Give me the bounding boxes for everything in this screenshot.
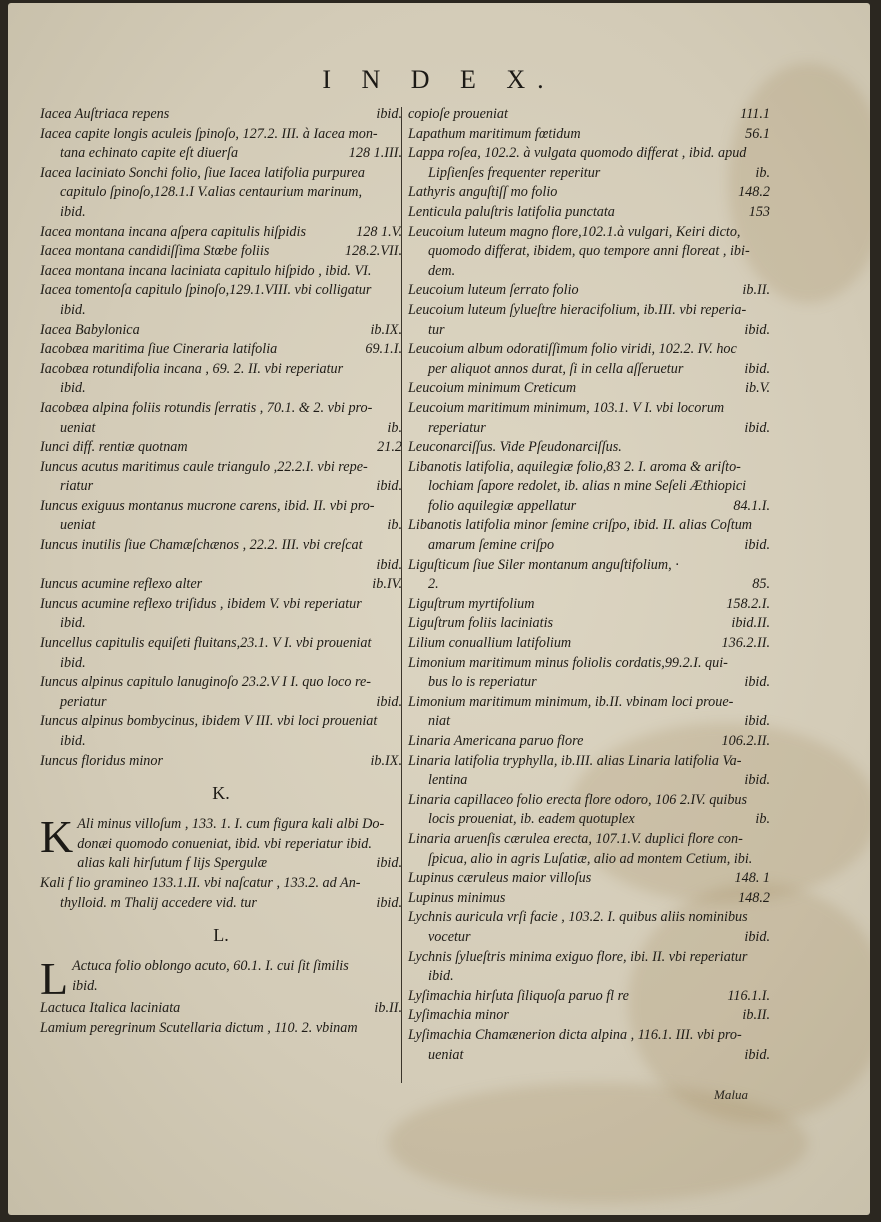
entry-text: Libanotis latifolia minor ſemine criſpo, ibid. II. alias Coſtum — [408, 517, 753, 534]
entry-text: Iunci diff. rentiæ quotnam — [40, 439, 188, 456]
page-reference: ibid. — [376, 693, 402, 710]
entry-line — [40, 379, 402, 399]
index-entry — [408, 203, 770, 223]
entry-text: lentina — [428, 772, 468, 789]
page-reference: 153 — [748, 203, 770, 220]
entry-text: Linaria capillaceo folio erecta flore odoro, 106 2.IV. quibus — [408, 791, 748, 808]
entry-line — [408, 144, 770, 164]
entry-line — [408, 497, 770, 517]
drop-capital: K — [40, 811, 74, 863]
page-reference: ibid. — [376, 106, 402, 122]
entry-text: Iacea Auſtriaca repens — [40, 106, 170, 122]
book-page — [8, 3, 870, 1215]
entry-text: Lapathum maritimum fœtidum — [408, 125, 581, 142]
entry-line — [408, 458, 770, 478]
index-entry — [408, 399, 770, 438]
index-entry — [40, 438, 402, 458]
entry-line — [40, 321, 402, 341]
index-entry — [40, 223, 402, 243]
entry-line — [408, 419, 770, 439]
entry-line — [40, 144, 402, 164]
index-entry — [408, 438, 770, 458]
entry-line — [408, 105, 770, 125]
entry-line — [40, 634, 402, 654]
index-entry — [40, 634, 402, 673]
entry-line — [40, 854, 402, 874]
entry-text: Lychnis auricula vrſi facie , 103.2. I. quibus aliis nominibus — [408, 909, 748, 926]
entry-text: dem. — [428, 262, 456, 279]
index-entry — [40, 673, 402, 712]
entry-line — [40, 301, 402, 321]
index-entry — [40, 536, 402, 575]
entry-line — [40, 999, 402, 1019]
entry-line — [40, 894, 402, 914]
entry-line — [408, 360, 770, 380]
entry-line — [408, 477, 770, 497]
entries-l-continued — [408, 105, 770, 1065]
entry-line — [408, 183, 770, 203]
entry-text: Iacea capite longis aculeis ſpinoſo, 127.2. III. à Iacea mon- — [40, 125, 378, 142]
index-entry — [40, 105, 402, 125]
entry-line — [40, 477, 402, 497]
entry-text: Iacea montana candidiſſima Stœbe foliis — [40, 243, 270, 260]
index-entry — [40, 242, 402, 262]
entry-line — [40, 673, 402, 693]
entry-text: Iacobæa alpina foliis rotundis ſerratis , 70.1. & 2. vbi pro- — [40, 399, 373, 416]
entry-text: Lupinus minimus — [408, 889, 506, 906]
index-entry — [40, 712, 402, 751]
entry-text: Limonium maritimum minimum, ib.II. vbinam loci proue- — [408, 693, 734, 710]
entry-text: thylloid. m Thalij accedere vid. tur — [60, 894, 257, 911]
page-reference: ibid. — [744, 419, 770, 436]
entry-line — [40, 1019, 402, 1039]
entry-text: ſpicua, alio in agris Luſatiæ, alio ad montem Cetium, ibi. — [428, 850, 753, 867]
page-reference: 69.1.I. — [365, 341, 402, 358]
page-reference: ibid. — [744, 713, 770, 730]
entry-text — [60, 557, 64, 573]
entry-text: Lenticula paluſtris latifolia punctata — [408, 203, 615, 220]
page-reference: 158.2.I. — [726, 595, 770, 612]
entry-line — [408, 1046, 770, 1066]
index-entry — [40, 125, 402, 164]
entry-line — [40, 575, 402, 595]
page-reference: 56.1 — [745, 125, 770, 142]
entry-line — [408, 242, 770, 262]
entry-text: periatur — [60, 693, 107, 710]
entry-text: 2. — [428, 576, 439, 593]
page-reference: 106.2.II. — [721, 733, 770, 749]
entry-text: Liguſticum ſiue Siler montanum anguſtifolium, · — [408, 556, 679, 573]
entry-line — [408, 987, 770, 1007]
catchword: Malua — [714, 1087, 748, 1102]
entries-i — [40, 105, 402, 771]
entry-text: ibid. — [60, 301, 86, 318]
index-entry — [40, 458, 402, 497]
entry-line — [408, 889, 770, 909]
page-reference: ib.II. — [742, 1007, 770, 1024]
page-reference: ibid. — [744, 772, 770, 789]
index-entry — [40, 811, 402, 874]
entry-line — [40, 712, 402, 732]
entry-line — [40, 654, 402, 674]
entry-line — [40, 835, 402, 855]
index-entry — [408, 987, 770, 1007]
index-entry — [408, 458, 770, 517]
entry-line — [40, 281, 402, 301]
entry-text: Ali minus villoſum , 133. 1. I. cum figura kali albi Do- — [77, 816, 385, 833]
entry-text: Leucoium luteum magno flore,102.1.à vulgari, Keiri dicto, — [408, 223, 741, 240]
index-entry — [408, 125, 770, 145]
entry-text: ibid. — [60, 380, 86, 397]
entry-line — [408, 1026, 770, 1046]
entry-text: Leucoium album odoratiſſimum folio viridi, 102.2. IV. hoc — [408, 341, 737, 358]
entry-line — [408, 908, 770, 928]
entry-text: ibid. — [428, 968, 454, 985]
entry-line — [40, 556, 402, 576]
entry-text: capitulo ſpinoſo,128.1.I V.alias centaurium marinum, — [60, 184, 363, 201]
page-reference: ibid. — [376, 855, 402, 872]
index-entry — [408, 869, 770, 889]
page-reference: 148.2 — [738, 184, 770, 201]
index-entry — [40, 1019, 402, 1039]
entry-line — [408, 203, 770, 223]
index-entry — [408, 183, 770, 203]
entry-line — [408, 438, 770, 458]
entry-text: Iuncus inutilis ſiue Chamæſchænos , 22.2. III. vbi creſcat — [40, 537, 363, 554]
index-entry — [40, 360, 402, 399]
entry-line — [40, 360, 402, 380]
entry-line — [408, 752, 770, 772]
letter-heading-l: L. — [213, 925, 229, 946]
page-reference: ib. — [387, 419, 402, 436]
page-reference: 148. 1 — [734, 870, 770, 887]
index-entry — [408, 791, 770, 830]
entry-text: Lychnis ſylueſtris minima exiguo flore, ibi. II. vbi reperiatur — [408, 948, 748, 965]
index-entry — [40, 497, 402, 536]
index-entry — [40, 281, 402, 320]
entry-text: alias kali hirſutum f lijs Spergulæ — [77, 855, 268, 872]
entry-text: Iuncus acutus maritimus caule triangulo ,22.2.I. vbi repe- — [40, 458, 368, 475]
index-entry — [408, 281, 770, 301]
entry-line — [40, 203, 402, 223]
entry-line — [408, 223, 770, 243]
entry-text: Lyſimachia Chamænerion dicta alpina , 116.1. III. vbi pro- — [408, 1026, 742, 1043]
entry-line — [40, 419, 402, 439]
entry-line — [40, 693, 402, 713]
entry-text: Iuncellus capitulis equiſeti fluitans,23.1. V I. vbi proueniat — [40, 635, 372, 652]
entry-text: ibid. — [72, 977, 98, 994]
page-reference: ibid. — [744, 928, 770, 945]
entry-line — [40, 977, 402, 997]
index-entry — [40, 164, 402, 223]
index-entry — [40, 399, 402, 438]
index-entry — [408, 595, 770, 615]
entry-line — [408, 1006, 770, 1026]
index-entry — [40, 999, 402, 1019]
entry-line — [40, 536, 402, 556]
index-entry — [40, 953, 402, 1005]
entry-text: bus lo is reperiatur — [428, 674, 537, 691]
entry-text: ibid. — [60, 654, 86, 671]
index-entry — [408, 908, 770, 947]
entry-line — [40, 105, 402, 125]
page-reference: 136.2.II. — [721, 635, 770, 652]
entry-text: locis proueniat, ib. eadem quotuplex — [428, 811, 635, 828]
entry-line — [408, 556, 770, 576]
entry-line — [408, 810, 770, 830]
entry-line — [40, 242, 402, 262]
entry-line — [408, 732, 770, 752]
entry-text: Iuncus floridus minor — [40, 752, 163, 769]
entry-text: Leucoium luteum ſerrato folio — [408, 282, 579, 299]
entry-text: ueniat — [60, 517, 96, 534]
entry-text: Linaria latifolia tryphylla, ib.III. alias Linaria latifolia Va- — [408, 752, 742, 769]
page-reference: ib. — [387, 517, 402, 534]
page-reference: 84.1.I. — [733, 497, 770, 514]
drop-capital: L — [40, 953, 69, 1005]
entry-text: Lactuca Italica laciniata — [40, 1000, 181, 1017]
page-reference: ibid. — [744, 537, 770, 554]
entry-text: Liguſtrum myrtifolium — [408, 595, 535, 612]
entry-text: Lyſimachia minor — [408, 1007, 509, 1024]
page-reference: ib. — [755, 164, 770, 181]
entries-l — [40, 953, 402, 1038]
entry-text: lochiam ſapore redolet, ib. alias n mine Seſeli Æthiopici — [428, 478, 747, 495]
entry-text: tana echinato capite eſt diuerſa — [60, 145, 239, 162]
entry-line — [408, 791, 770, 811]
entry-text: Iacea tomentoſa capitulo ſpinoſo,129.1.VIII. vbi colligatur — [40, 282, 372, 299]
entry-line — [40, 183, 402, 203]
entry-text: Lilium conuallium latifolium — [408, 635, 572, 652]
entry-text: Leuconarciſſus. Vide Pſeudonarciſſus. — [408, 439, 622, 456]
entry-text: ibid. — [60, 733, 86, 749]
entry-text: vocetur — [428, 928, 471, 945]
entry-line — [40, 516, 402, 536]
entry-text: Iuncus acumine reflexo alter — [40, 576, 203, 593]
index-entry — [40, 321, 402, 341]
entry-line — [408, 125, 770, 145]
entry-text: Iuncus alpinus capitulo lanuginoſo 23.2.V I I. quo loco re- — [40, 674, 372, 691]
entry-text: Linaria aruenſis cærulea erecta, 107.1.V. duplici flore con- — [408, 830, 743, 847]
page-reference: ibid. — [744, 360, 770, 377]
entries-k — [40, 811, 402, 913]
entry-line — [40, 262, 402, 282]
entry-line — [40, 223, 402, 243]
index-entry — [408, 516, 770, 555]
page-reference: ibid. — [376, 478, 402, 495]
entry-text: niat — [428, 713, 451, 730]
entry-line — [40, 595, 402, 615]
page-reference: 128 1.V. — [356, 223, 402, 240]
index-entry — [408, 340, 770, 379]
page-reference: 148.2 — [738, 889, 770, 906]
page-reference: ibid. — [744, 1046, 770, 1063]
entry-line — [408, 948, 770, 968]
entry-text: Lathyris anguſtiſſ mo folio — [408, 184, 558, 201]
index-entry — [40, 262, 402, 282]
index-entry — [40, 575, 402, 595]
entry-line — [408, 399, 770, 419]
entry-line — [40, 497, 402, 517]
entry-line — [40, 752, 402, 772]
entry-text: riatur — [60, 478, 94, 495]
entry-text: Iacobæa rotundifolia incana , 69. 2. II. vbi reperiatur — [40, 360, 344, 377]
index-entry — [408, 889, 770, 909]
entry-line — [408, 379, 770, 399]
index-entry — [408, 693, 770, 732]
entry-line — [40, 614, 402, 634]
entry-text: Kali f lio gramineo 133.1.II. vbi naſcatur , 133.2. ad An- — [40, 874, 361, 891]
entry-text: quomodo differat, ibidem, quo tempore anni floreat , ibi- — [428, 243, 750, 260]
page-reference: ib.IX. — [370, 752, 402, 769]
index-entry — [408, 614, 770, 634]
entry-line — [408, 321, 770, 341]
entry-line — [40, 458, 402, 478]
entry-text: Iacobæa maritima ſiue Cineraria latifolia — [40, 341, 278, 358]
index-entry — [408, 105, 770, 125]
entry-text: Liguſtrum foliis laciniatis — [408, 615, 554, 632]
entry-line — [408, 164, 770, 184]
page-reference: ibid. — [376, 894, 402, 911]
page-reference: ibid. — [744, 674, 770, 691]
entry-line — [40, 874, 402, 894]
page-reference: ib. — [755, 811, 770, 828]
entry-line — [408, 928, 770, 948]
index-entry — [40, 874, 402, 913]
entry-text: Iacea laciniato Sonchi folio, ſiue Iacea latifolia purpurea — [40, 164, 365, 181]
entry-line — [408, 575, 770, 595]
entry-line — [408, 301, 770, 321]
entry-line — [40, 164, 402, 184]
letter-heading-k: K. — [212, 783, 230, 804]
page-reference: 85. — [752, 576, 770, 593]
entry-line — [408, 850, 770, 870]
index-entry — [408, 556, 770, 595]
page-reference: ib.IV. — [372, 576, 402, 593]
entry-text: Iuncus acumine reflexo triſidus , ibidem V. vbi reperiatur — [40, 595, 362, 612]
index-entry — [408, 301, 770, 340]
index-entry — [408, 830, 770, 869]
entry-line — [408, 634, 770, 654]
entry-line — [408, 771, 770, 791]
entry-line — [408, 967, 770, 987]
entry-text: tur — [428, 321, 445, 338]
entry-text: Lipſienſes frequenter reperitur — [428, 164, 601, 181]
page-reference: 21.2 — [377, 439, 402, 456]
index-entry — [408, 379, 770, 399]
page-title: I N D E X. — [322, 65, 556, 94]
entry-line — [408, 830, 770, 850]
entry-text: Iacea Babylonica — [40, 321, 140, 338]
index-entry — [408, 732, 770, 752]
entry-line — [408, 595, 770, 615]
entry-text: Linaria Americana paruo flore — [408, 733, 584, 749]
entry-text: Lappa roſea, 102.2. à vulgata quomodo differat , ibid. apud — [408, 145, 747, 162]
index-entry — [408, 1006, 770, 1026]
page-reference: 116.1.I. — [727, 987, 770, 1004]
entry-text: Iacea montana incana aſpera capitulis hiſpidis — [40, 223, 306, 240]
entry-text: Lyſimachia hirſuta ſiliquoſa paruo fl re — [408, 987, 629, 1004]
entry-text: copioſe proueniat — [408, 106, 508, 122]
entry-line — [40, 732, 402, 752]
entry-text: Lupinus cæruleus maior villoſus — [408, 870, 592, 887]
index-entry — [40, 595, 402, 634]
entry-line — [408, 516, 770, 536]
entry-text: ueniat — [60, 419, 96, 436]
page-reference: ib.II. — [742, 282, 770, 299]
entry-line — [408, 614, 770, 634]
page-reference: ibid. — [376, 556, 402, 573]
entry-text: amarum ſemine criſpo — [428, 537, 555, 554]
entry-text: donæi quomodo conueniat, ibid. vbi reperiatur ibid. — [77, 835, 372, 852]
entry-line — [408, 869, 770, 889]
index-entry — [408, 1026, 770, 1065]
index-entry — [408, 948, 770, 987]
page-reference: ib.IX. — [370, 321, 402, 338]
entry-line — [40, 125, 402, 145]
entry-text: reperiatur — [428, 419, 486, 436]
page-reference: ibid.II. — [731, 615, 770, 632]
entry-text: folio aquilegiæ appellatur — [428, 497, 577, 514]
page-reference: ibid. — [744, 321, 770, 338]
page-reference: ib.II. — [374, 1000, 402, 1017]
entry-text: Iuncus alpinus bombycinus, ibidem V III. vbi loci proueniat — [40, 713, 378, 730]
entry-text: Libanotis latifolia, aquilegiæ folio,83 2. I. aroma & ariſto- — [408, 458, 741, 475]
entry-line — [408, 262, 770, 282]
index-entry — [408, 752, 770, 791]
entry-text: Lamium peregrinum Scutellaria dictum , 110. 2. vbinam — [40, 1019, 358, 1036]
entry-line — [408, 693, 770, 713]
entry-text: Limonium maritimum minus foliolis cordatis,99.2.I. qui- — [408, 654, 728, 671]
entry-line — [40, 340, 402, 360]
entry-text: Leucoium luteum ſylueſtre hieracifolium, ib.III. vbi reperia- — [408, 301, 747, 318]
entry-text: Iuncus exiguus montanus mucrone carens, ibid. II. vbi pro- — [40, 497, 375, 514]
entry-text: Leucoium maritimum minimum, 103.1. V I. vbi locorum — [408, 399, 725, 416]
page-reference: 111.1 — [740, 106, 770, 122]
right-column — [408, 105, 770, 1065]
index-entry — [40, 340, 402, 360]
entry-text: Actuca folio oblongo acuto, 60.1. I. cui ſit ſimilis — [72, 958, 349, 975]
entry-text: ueniat — [428, 1046, 464, 1063]
entry-line — [408, 654, 770, 674]
index-entry — [408, 223, 770, 282]
entry-line — [40, 815, 402, 835]
entry-text: Iacea montana incana laciniata capitulo hiſpido , ibid. VI. — [40, 262, 372, 279]
entry-text: per aliquot annos durat, ſi in cella aſſeruetur — [428, 360, 684, 377]
entry-text: Leucoium minimum Creticum — [408, 380, 577, 397]
entry-line — [40, 438, 402, 458]
entry-line — [408, 673, 770, 693]
page-reference: 128.2.VII. — [344, 243, 402, 260]
left-column — [40, 105, 402, 1038]
entry-line — [40, 399, 402, 419]
entry-line — [408, 712, 770, 732]
entry-line — [408, 536, 770, 556]
entry-line — [408, 281, 770, 301]
entry-line — [408, 340, 770, 360]
entry-text: ibid. — [60, 203, 86, 220]
index-entry — [408, 634, 770, 654]
index-entry — [408, 144, 770, 183]
entry-text: ibid. — [60, 615, 86, 632]
entry-line — [40, 957, 402, 977]
index-entry — [40, 752, 402, 772]
page-reference: ib.V. — [745, 380, 770, 397]
page-reference: 128 1.III. — [348, 145, 402, 162]
index-entry — [408, 654, 770, 693]
